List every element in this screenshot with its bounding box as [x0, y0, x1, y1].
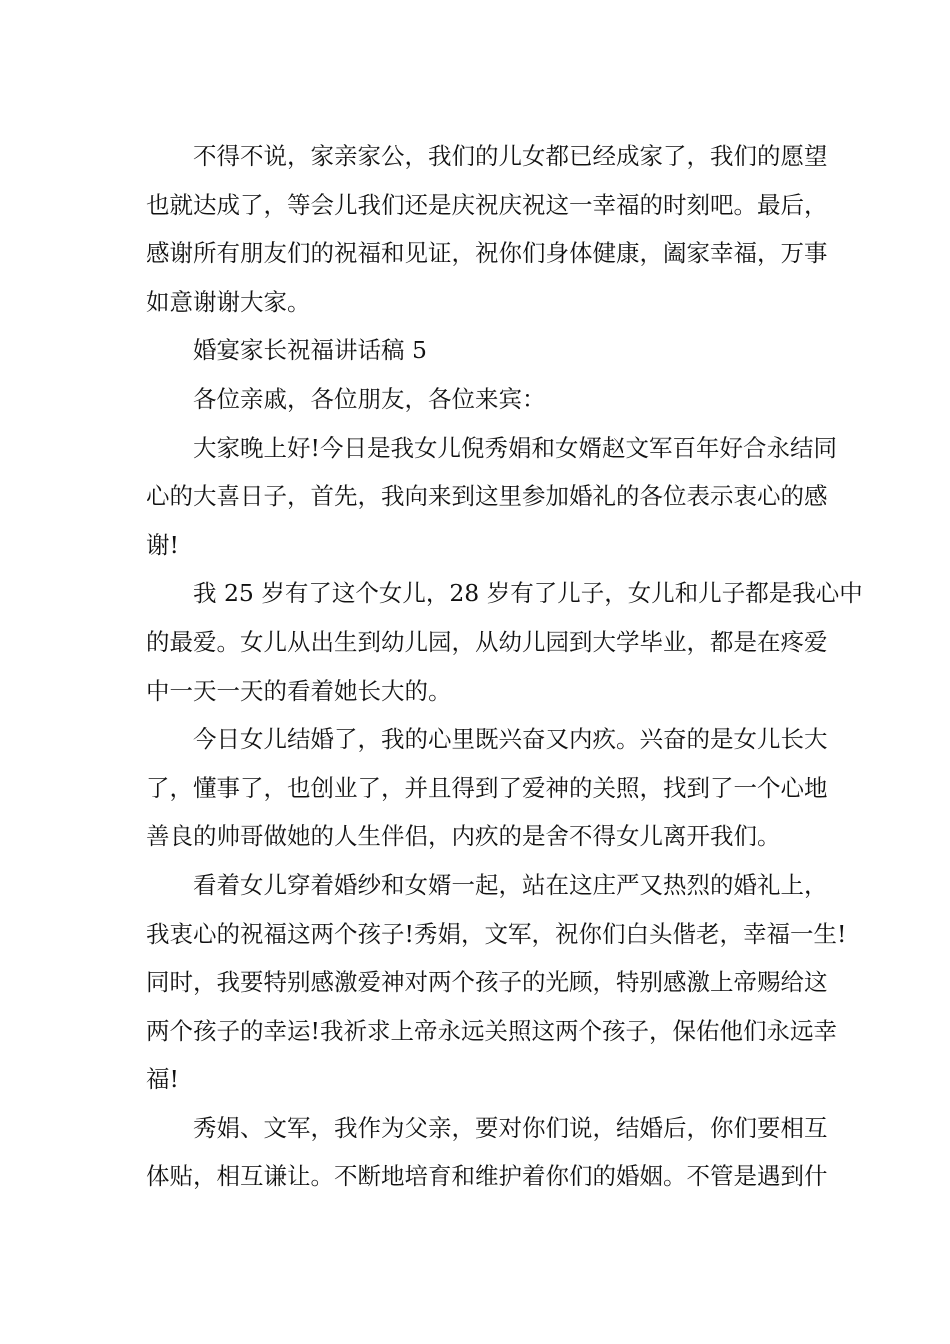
text-line: 的最爱。女儿从出生到幼儿园，从幼儿园到大学毕业，都是在疼爱 — [146, 627, 828, 656]
text-line: 如意谢谢大家。 — [146, 287, 311, 316]
text-line: 中一天一天的看着她长大的。 — [146, 676, 452, 705]
text-line: 我衷心的祝福这两个孩子!秀娟，文军，祝你们白头偕老，幸福一生! — [146, 919, 847, 948]
text-line: 谢! — [146, 530, 179, 559]
heading-text: 婚宴家长祝福讲话稿 5 — [193, 336, 427, 365]
text-line: 我 25 岁有了这个女儿，28 岁有了儿子，女儿和儿子都是我心中 — [193, 579, 863, 608]
text-line: 了，懂事了，也创业了，并且得到了爱神的关照，找到了一个心地 — [146, 773, 828, 802]
text-line: 也就达成了，等会儿我们还是庆祝庆祝这一幸福的时刻吧。最后， — [146, 190, 828, 219]
section-heading — [146, 326, 822, 375]
text-line: 看着女儿穿着婚纱和女婿一起，站在这庄严又热烈的婚礼上， — [193, 870, 828, 899]
salutation — [146, 375, 822, 424]
document-body — [146, 132, 863, 1201]
text-line: 今日女儿结婚了，我的心里既兴奋又内疚。兴奋的是女儿长大 — [193, 725, 828, 754]
text-line: 善良的帅哥做她的人生伴侣，内疚的是舍不得女儿离开我们。 — [146, 822, 781, 851]
text-line: 不得不说，家亲家公，我们的儿女都已经成家了，我们的愿望 — [193, 142, 828, 170]
paragraph — [146, 715, 828, 861]
paragraph — [146, 1104, 828, 1201]
text-line: 各位亲戚，各位朋友，各位来宾： — [193, 384, 546, 413]
text-line: 同时，我要特别感激爱神对两个孩子的光顾，特别感激上帝赐给这 — [146, 968, 828, 997]
text-line: 两个孩子的幸运!我祈求上帝永远关照这两个孩子，保佑他们永远幸 — [146, 1016, 837, 1045]
text-line: 体贴，相互谦让。不断地培育和维护着你们的婚姻。不管是遇到什 — [146, 1162, 828, 1191]
text-line: 福! — [146, 1065, 179, 1094]
paragraph — [146, 132, 828, 326]
paragraph — [146, 424, 837, 570]
text-line: 大家晚上好!今日是我女儿倪秀娟和女婿赵文军百年好合永结同 — [193, 433, 837, 462]
text-line: 心的大喜日子，首先，我向来到这里参加婚礼的各位表示衷心的感 — [146, 482, 828, 511]
text-line: 感谢所有朋友们的祝福和见证，祝你们身体健康，阖家幸福，万事 — [146, 239, 828, 268]
paragraph — [146, 569, 863, 715]
text-line: 秀娟、文军，我作为父亲，要对你们说，结婚后，你们要相互 — [193, 1113, 828, 1142]
paragraph — [146, 861, 847, 1104]
